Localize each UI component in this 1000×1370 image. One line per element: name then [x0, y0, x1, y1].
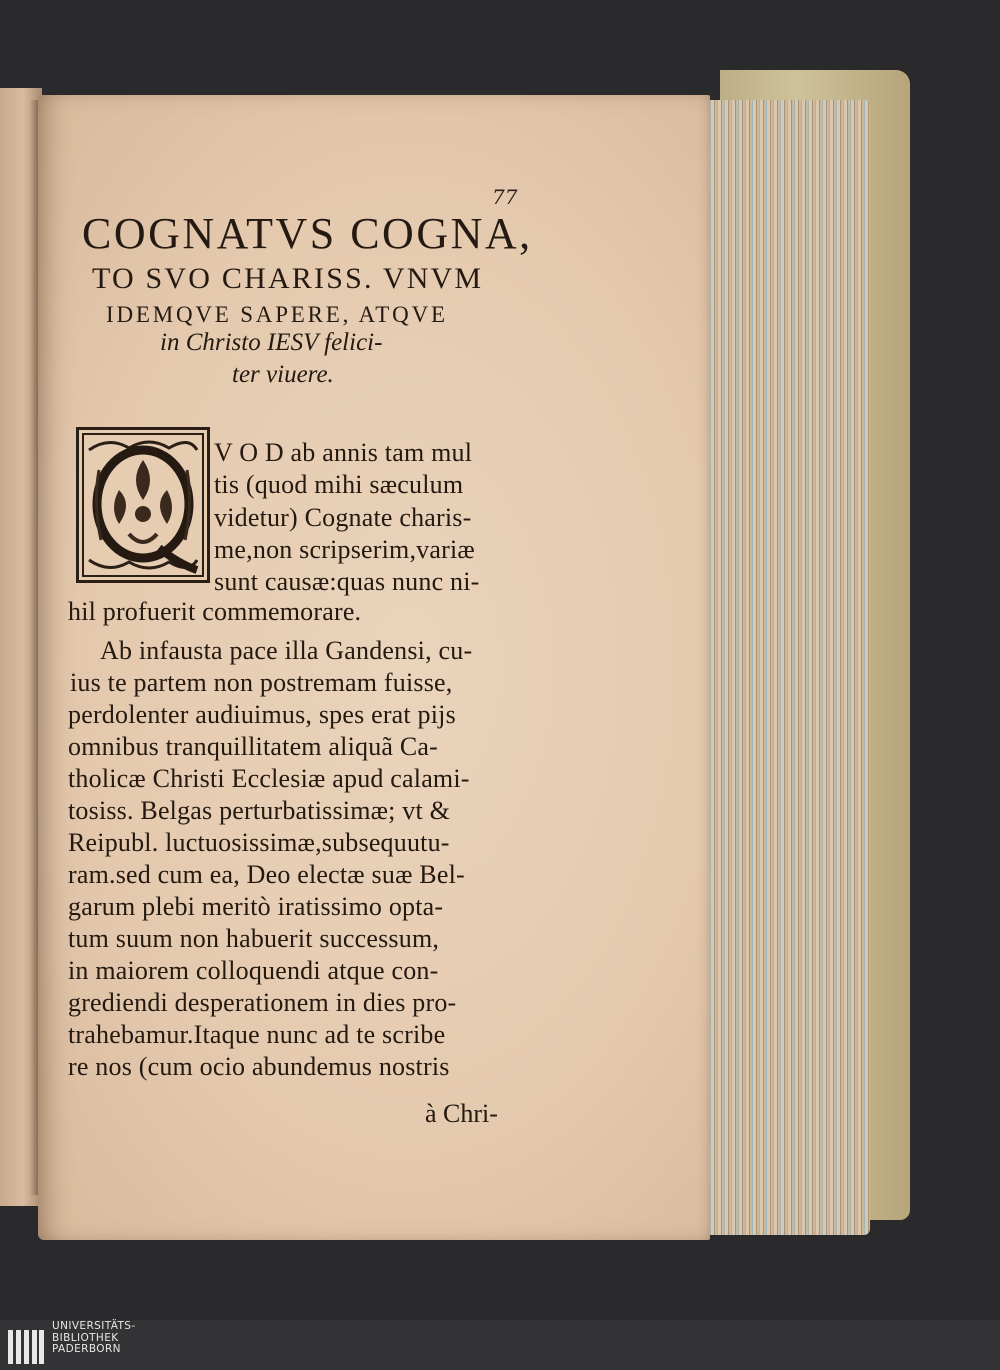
body-line-18: grediendi desperationem in dies pro- — [68, 988, 457, 1017]
body-line-11: tholicæ Christi Ecclesiæ apud calami- — [68, 764, 470, 793]
body-line-4: me,non scripserim,variæ — [214, 535, 475, 564]
body-line-12: tosiss. Belgas perturbatissimæ; vt & — [68, 796, 451, 825]
body-line-17: in maiorem colloquendi atque con- — [68, 956, 439, 985]
title-line-3: IDEMQVE SAPERE, ATQVE — [106, 302, 448, 327]
body-line-15: garum plebi meritò iratissimo opta- — [68, 892, 444, 921]
library-name-line-2: BIBLIOTHEK — [52, 1331, 119, 1344]
body-line-8: ius te partem non postremam fuisse, — [70, 668, 453, 697]
body-line-1: V O D ab annis tam mul — [214, 438, 473, 467]
body-line-19: trahebamur.Itaque nunc ad te scribe — [68, 1020, 446, 1049]
body-line-20: re nos (cum ocio abundemus nostris — [68, 1052, 450, 1081]
title-line-4: in Christo IESV felici- — [160, 329, 383, 356]
catchword: à Chri- — [425, 1099, 498, 1128]
library-name-line-3: PADERBORN — [52, 1343, 121, 1355]
body-line-10: omnibus tranquillitatem aliquã Ca- — [68, 732, 439, 761]
body-line-14: ram.sed cum ea, Deo electæ suæ Bel- — [68, 860, 465, 889]
body-line-5: sunt causæ:quas nunc ni- — [214, 567, 480, 596]
library-name-line-1: UNIVERSITÄTS- — [52, 1320, 136, 1332]
body-line-2: tis (quod mihi sæculum — [214, 470, 464, 499]
page-block-edges — [690, 100, 870, 1235]
university-library-logo-icon — [8, 1330, 44, 1364]
decorated-initial-q-icon — [76, 427, 210, 583]
body-line-13: Reipubl. luctuosissimæ,subsequutu- — [68, 828, 450, 857]
body-line-3: videtur) Cognate charis- — [214, 503, 472, 532]
title-line-2: TO SVO CHARISS. VNVM — [92, 262, 484, 295]
page-number: 77 — [492, 185, 518, 209]
title-line-1: COGNATVS COGNA, — [82, 209, 533, 258]
body-line-6: hil profuerit commemorare. — [68, 597, 362, 626]
title-line-5: ter viuere. — [232, 361, 334, 388]
library-name — [52, 1321, 136, 1356]
body-line-16: tum suum non habuerit successum, — [68, 924, 440, 953]
library-footer — [0, 1320, 1000, 1370]
body-line-7: Ab infausta pace illa Gandensi, cu- — [100, 636, 473, 665]
body-line-9: perdolenter audiuimus, spes erat pijs — [68, 700, 456, 729]
